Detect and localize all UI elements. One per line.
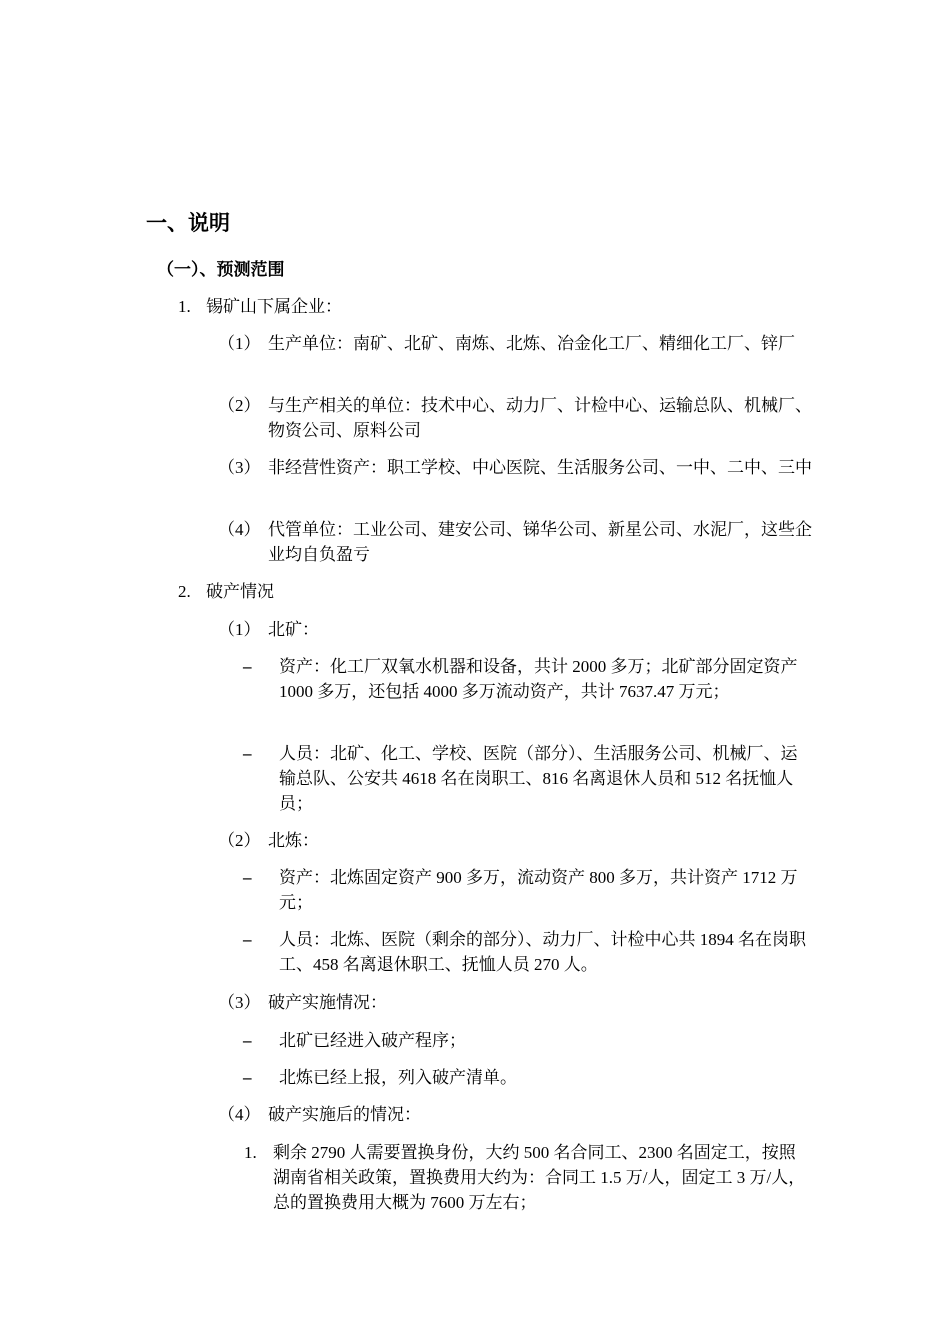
item-number: 1. <box>244 1143 257 1162</box>
item-text: 北炼： <box>268 831 319 850</box>
item-text: 生产单位：南矿、北矿、南炼、北炼、冶金化工厂、精细化工厂、锌厂 <box>268 334 795 353</box>
bullet-text: 资产：北炼固定资产 900 多万，流动资产 800 多万，共计资产 1712 万元； <box>279 868 798 912</box>
item-number: （4） <box>218 1105 261 1124</box>
item-number: （2） <box>218 831 261 850</box>
item-number: （1） <box>218 334 261 353</box>
item-text: 与生产相关的单位：技术中心、动力厂、计检中心、运输总队、机械厂、物资公司、原料公司 <box>268 396 812 440</box>
dash-bullet: – <box>243 657 252 676</box>
dash-bullet: – <box>243 1031 252 1050</box>
bullet-text: 北炼已经上报，列入破产清单。 <box>279 1068 517 1087</box>
subsection-heading: （一）、预测范围 <box>157 260 285 280</box>
item-number: 1. <box>178 297 191 316</box>
item-text: 破产实施情况： <box>268 993 387 1012</box>
bullet-text: 人员：北矿、化工、学校、医院（部分）、生活服务公司、机械厂、运输总队、公安共 4618 名在岗职工、816 名离退休人员和 512 名抚恤人员； <box>279 744 798 813</box>
dash-bullet: – <box>243 868 252 887</box>
item-text: 北矿： <box>268 620 319 639</box>
item-text: 破产实施后的情况： <box>268 1105 421 1124</box>
item-text: 锡矿山下属企业： <box>206 297 342 316</box>
item-number: 2. <box>178 582 191 601</box>
item-number: （2） <box>218 396 261 415</box>
item-number: （3） <box>218 993 261 1012</box>
bullet-text: 北矿已经进入破产程序； <box>279 1031 466 1050</box>
item-number: （1） <box>218 620 261 639</box>
section-heading: 一、说明 <box>146 211 230 235</box>
dash-bullet: – <box>243 930 252 949</box>
item-text: 剩余 2790 人需要置换身份，大约 500 名合同工、2300 名固定工，按照湖南省相关政策，置换费用大约为：合同工 1.5 万/人，固定工 3 万/人，总的置换费用大概为 7600 万左右； <box>273 1143 806 1212</box>
item-text: 代管单位：工业公司、建安公司、锑华公司、新星公司、水泥厂，这些企业均自负盈亏 <box>268 520 812 564</box>
item-number: （4） <box>218 520 261 539</box>
bullet-text: 资产：化工厂双氧水机器和设备，共计 2000 多万；北矿部分固定资产 1000 多万，还包括 4000 多万流动资产，共计 7637.47 万元； <box>279 657 798 701</box>
item-text: 破产情况 <box>206 582 274 601</box>
item-number: （3） <box>218 458 261 477</box>
dash-bullet: – <box>243 744 252 763</box>
bullet-text: 人员：北炼、医院（剩余的部分）、动力厂、计检中心共 1894 名在岗职工、458 名离退休职工、抚恤人员 270 人。 <box>279 930 806 974</box>
item-text: 非经营性资产：职工学校、中心医院、生活服务公司、一中、二中、三中 <box>268 458 812 477</box>
dash-bullet: – <box>243 1068 252 1087</box>
